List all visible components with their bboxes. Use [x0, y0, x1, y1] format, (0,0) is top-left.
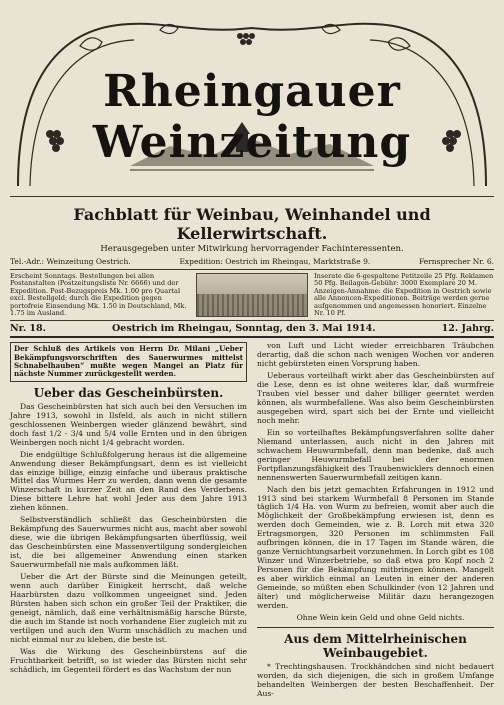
divider — [257, 627, 494, 628]
right-column — [257, 342, 494, 702]
issue-bar — [10, 321, 494, 338]
issue-dateline: Oestrich im Rheingau, Sonntag, den 3. Mai 1914. — [112, 323, 376, 335]
masthead-title: Rheingauer Weinzeitung — [92, 66, 412, 168]
paragraph: Was die Wirkung des Gescheinbürstens auf die Fruchtbarkeit betrifft, so ist wieder das Bürsten nicht sehr schädlich, im Gegenteil fördert es das Wachstum der nun — [10, 646, 247, 674]
telegraph-address: Tel.-Adr.: Weinzeitung Oestrich. — [10, 257, 131, 266]
paragraph: * Trechtingshausen. Trockhändchen sind nicht bedauert worden, da sich diejenigen, die sich in großem Umfange behandelten Weinbergen der besten Beschaffenheit. Der Aus- — [257, 662, 494, 699]
paragraph: Das Gescheinbürsten hat sich auch bei den Versuchen im Jahre 1913, sowohl in Ilsfeld, als auch in nicht stillern geschlossenen Weinbergen wieder glänzend bewährt, sind doch fast 1/2 - 3/4 und 5/4 volle Ernten und in den übrigen Weinbergen noch nicht 1/4 gebracht worden. — [10, 401, 247, 447]
subtitle: Fachblatt für Weinbau, Weinhandel und Kellerwirtschaft. — [73, 205, 431, 243]
paragraph: Nach den bis jetzt gemachten Erfahrungen in 1912 und 1913 sind bei starkem Wurmbefall 8 Personen im Stande täglich 1/4 Ha. von Wurm zu befreien, womit aber auch die Möglichkeit der Großbekämpfung erwiesen ist, denn es werden doch Gemeinden, wie z. B. Lorch mit etwa 320 Ertragsmorgen, 320 Personen im schlimmsten Fall aufbringen können, die in 17 Tagen im Stande wären, die ganze Vernichtungsarbeit vorzunehmen. In Lorch gibt es 108 Winzer und Winzerbetriebe, so daß etwa pro Kopf noch 2 Personen für die Bekämpfung mitbringen können. Mangelt es aber wirklich einmal an Leuten in einer der anderen Gemeinde, so müßten eben Schulkinder (von 12 Jahren und älter) und möglicherweise Militär dazu herangezogen werden. — [257, 484, 494, 610]
advertising-notice: Inserate die 6-gespaltene Petitzeile 25 Pfg. Reklamen 50 Pfg. Beilagen-Gebühr: 3000 Exemplare 20 M. Anzeigen-Annahme: die Expedition in Oestrich sowie alle Annoncen-Expeditionen. Beiträge werden gerne aufgenommen und angemessen honoriert. Einzelne Nr. 10 Pf. — [314, 272, 494, 317]
body-columns — [10, 342, 494, 702]
subscription-notice: Erscheint Sonntags. Bestellungen bei allen Postanstalten (Postzeitungsliste Nr. 6666) und der Expedition. Post-Bezugspreis Mk. 1.00 pro Quartal excl. Bestellgeld; durch die Expedition gegen portofreie Einsendung Mk. 1.50 in Deutschland, Mk. 1.75 im Ausland. — [10, 272, 187, 317]
expedition-address: Expedition: Oestrich im Rheingau, Marktstraße 9. — [179, 257, 371, 266]
issue-number: Nr. 18. — [10, 323, 46, 335]
phone-number: Fernsprecher Nr. 6. — [418, 257, 494, 266]
paragraph: Die endgültige Schlußfolgerung heraus ist die allgemeine Anwendung dieser Bekämpfungsart, denn es ist vielleicht das einzige billige, einzig einfache und überaus praktische Mittel das Wurmes Herr zu werden, dann wenn die gesamte Winzerschaft in kurzer Zeit an den Rand des Verderbens. Diese bittere Lehre hat wohl Jeder aus dem Jahre 1913 ziehen können. — [10, 449, 247, 513]
paragraph: Ein so vorteilhaftes Bekämpfungsverfahren sollte daher Niemand unterlassen, auch nicht in den Jahren mit schwachem Heuwurmbefall, denn man bedenke, daß auch geringer Heuwurmbefall bei der enormen Fortpflanzungsfähigkeit des Traubenwicklers dennoch einen nennenswerten Sauerwurmbefall zeitigen kann. — [257, 427, 494, 482]
paragraph: von Luft und Licht wieder erreichbaren Träubchen derartig, daß die schon nach wenigen Wochen vor anderen nicht gebürsteten einen Vorsprung haben. — [257, 341, 494, 369]
subtitle-secondary: Herausgegeben unter Mitwirkung hervorragender Fachinteressenten. — [100, 244, 404, 254]
issue-year: 12. Jahrg. — [441, 323, 494, 335]
article-heading: Ueber das Gescheinbürsten. — [33, 385, 224, 400]
section-heading: Aus dem Mittelrheinischen Weinbaugebiet. — [284, 631, 467, 660]
paragraph: Ueberaus vorteilhaft wirkt aber das Gescheinbürsten auf die Lese, denn es ist ohne weiteres klar, daß wurmfreie Trauben viel besser und daher billiger geerntet werden können, als wurmbefallene. Was also beim Gescheinbürsten ausgegeben wird, spart sich bei der Ernte und vielleicht noch mehr. — [257, 371, 494, 425]
masthead — [10, 6, 494, 197]
left-column — [10, 342, 247, 702]
notices-band — [10, 270, 494, 321]
motto-line: Ohne Wein kein Geld und ohne Geld nichts. — [296, 612, 465, 622]
landscape-illustration — [196, 273, 308, 317]
editorial-note: Der Schluß des Artikels von Herrn Dr. Milani „Ueber Bekämpfungsvorschriften des Sauerwurmes mittelst Schnabelhauben“ mußte wegen Mangel an Platz für nächste Nummer zurückgestellt werden. — [10, 342, 247, 381]
contact-row — [10, 257, 494, 270]
paragraph: Selbstverständlich schließt das Gescheinbürsten die Bekämpfung des Sauerwurmes nicht aus, macht aber sowohl diese, wie die übrigen Bekämpfungsarten überflüssig, weil das Gescheinbürsten eine Massenvertilgung sondergleichen ist, die bei allgemeiner Anwendung einen starken Sauerwurmbefall nie mals aufkommen läßt. — [10, 515, 247, 570]
paragraph: Ueber die Art der Bürste sind die Meinungen geteilt, wenn auch darüber Einigkeit herrscht, daß welche Haarbürsten dazu vollkommen ungeeignet sind. Jeden Bürsten haben sich schon ein großer Teil der Praktiker, die geneigt, nämlich, daß eine verhältnismäßig harsche Bürste, die auch im Stande ist noch vorhandene Eier zugleich mit zu vertilgen und auch den Wurm unschädlich zu machen und nicht einmal nur zu kleben, die beste ist. — [10, 572, 247, 644]
